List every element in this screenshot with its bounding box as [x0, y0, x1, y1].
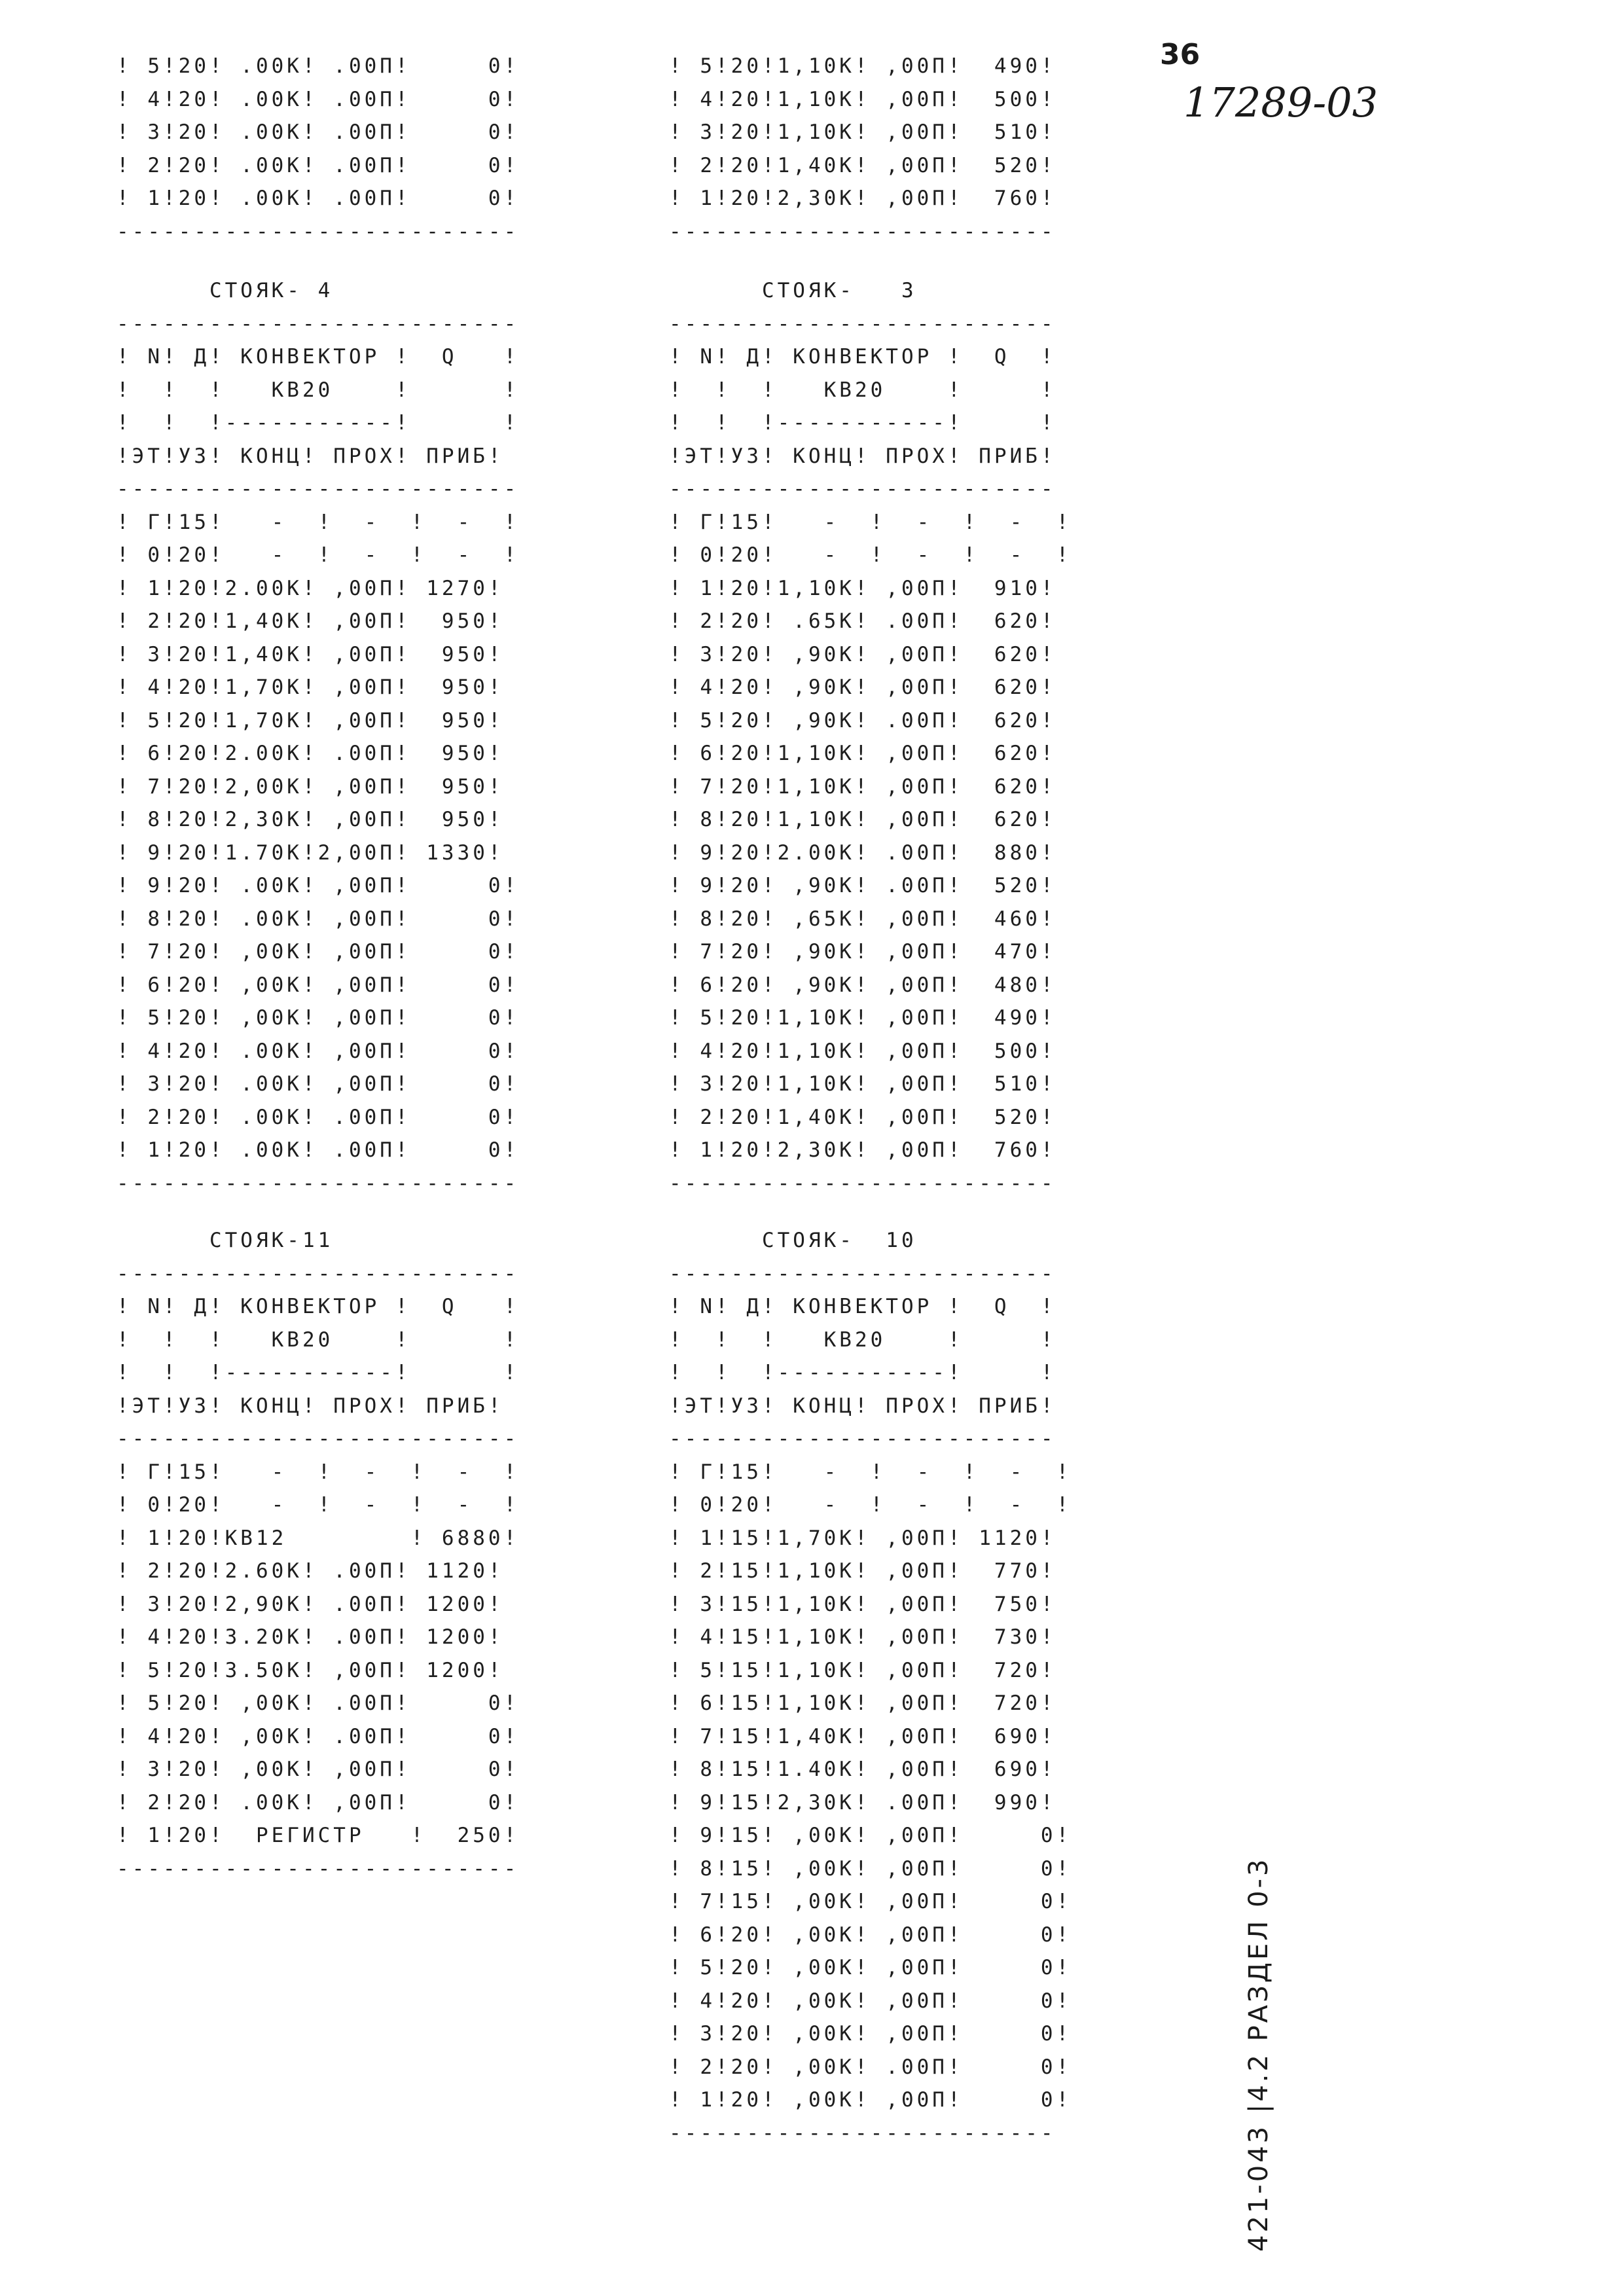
printout-line: ! 2!20!1,40К! ,00П! 520! [669, 153, 1056, 177]
printout-line: ! 5!20! ,90К! .00П! 620! [669, 708, 1056, 732]
rule-line: -------------------------- [117, 312, 520, 336]
printout-line: ! 3!20! ,90К! ,00П! 620! [669, 642, 1056, 666]
printout-line: ! 3!20!1,10К! ,00П! 510! [669, 1072, 1056, 1096]
printout-line: ! ! ! КВ20 ! ! [117, 1327, 520, 1352]
printout-line: ! N! Д! КОНВЕКТОР ! Q ! [117, 1295, 520, 1318]
printout-line: ! 2!20! ,00К! .00П! 0! [669, 2055, 1072, 2079]
printout-line: ! 7!20!1,10К! ,00П! 620! [669, 774, 1056, 799]
printout-line: ! 5!20!3.50К! ,00П! 1200! [117, 1658, 504, 1682]
printout-line: ! 3!20! ,00К! ,00П! 0! [669, 2022, 1072, 2046]
printout-line: ! Г!15! - ! - ! - ! [117, 1460, 520, 1484]
printout-line: ! 3!20!1,10К! ,00П! 510! [669, 120, 1056, 144]
printout-line: ! 0!20! - ! - ! - ! [117, 1493, 520, 1517]
printout-line: ! 6!20!1,10К! ,00П! 620! [669, 742, 1056, 765]
printout-line: ! 4!20!1,70К! ,00П! 950! [117, 676, 504, 699]
printout-line: ! 8!20! .00К! ,00П! 0! [117, 907, 520, 931]
printout-line: ! Г!15! - ! - ! - ! [669, 1460, 1072, 1484]
printout-block-top-left [117, 50, 519, 248]
printout-line: ! 3!20!1,40К! ,00П! 950! [117, 642, 504, 666]
printout-line: ! N! Д! КОНВЕКТОР ! Q ! [669, 345, 1056, 369]
printout-line: ! 6!20! ,00К! ,00П! 0! [117, 973, 520, 997]
printout-line: ! 3!20! ,00К! ,00П! 0! [117, 1758, 520, 1781]
printout-line: ! 9!15!2,30К! .00П! 990! [669, 1790, 1056, 1815]
printout-line: ! 2!20! .00К! ,00П! 0! [117, 1790, 520, 1815]
printout-line: ! 6!20! ,00К! ,00П! 0! [669, 1923, 1072, 1947]
printout-line: ! 7!20! ,00К! ,00П! 0! [117, 940, 520, 964]
printout-line: ! 4!15!1,10К! ,00П! 730! [669, 1625, 1056, 1649]
printout-line: !ЭТ!УЗ! КОНЦ! ПРОХ! ПРИБ! [669, 1394, 1056, 1418]
rule-line: -------------------------- [117, 219, 520, 244]
printout-line: ! 8!15! ,00К! ,00П! 0! [669, 1856, 1072, 1881]
rule-line: ------------------------- [669, 1261, 1056, 1286]
printout-line: ! 4!20!1,10К! ,00П! 500! [669, 87, 1056, 111]
printout-line: ! 8!15!1.40К! ,00П! 690! [669, 1758, 1056, 1781]
printout-line: ! ! !-----------! ! [669, 1361, 1056, 1384]
printout-line: СТОЯК- 4 [117, 279, 334, 302]
printout-line: ! 1!15!1,70К! ,00П! 1120! [669, 1526, 1056, 1550]
printout-line: ! 5!15!1,10К! ,00П! 720! [669, 1658, 1056, 1682]
printout-line: ! 1!20! ,00К! ,00П! 0! [669, 2088, 1072, 2112]
printout-line: ! 8!20!2,30К! ,00П! 950! [117, 808, 504, 831]
handwritten-code: 17289-03 [1183, 79, 1379, 126]
printout-line: ! 7!15!1,40К! ,00П! 690! [669, 1724, 1056, 1748]
rule-line: -------------------------- [117, 1261, 520, 1286]
printout-line: ! 1!20!2,30К! ,00П! 760! [669, 1138, 1056, 1162]
printout-block-stoyak-4 [117, 274, 519, 1200]
printout-line: ! 0!20! - ! - ! - ! [117, 543, 520, 567]
printout-line: ! 2!20!1,40К! ,00П! 950! [117, 609, 504, 633]
printout-line: ! 9!20!1.70К!2,00П! 1330! [117, 840, 504, 865]
printout-line: ! 1!20! .00К! .00П! 0! [117, 1138, 520, 1162]
rule-line: ------------------------- [669, 2121, 1056, 2145]
rule-line: -------------------------- [117, 1427, 520, 1451]
printout-line: ! 3!20!2,90К! .00П! 1200! [117, 1592, 504, 1616]
page-number: 36 [1160, 38, 1200, 71]
printout-line: !ЭТ!УЗ! КОНЦ! ПРОХ! ПРИБ! [669, 444, 1056, 468]
printout-block-stoyak-11 [117, 1224, 519, 1885]
printout-line: ! 4!20! ,00К! ,00П! 0! [669, 1989, 1072, 2013]
printout-line: ! 5!20!1,10К! ,00П! 490! [669, 1006, 1056, 1030]
printout-line: ! 6!20!2.00К! .00П! 950! [117, 742, 504, 765]
printout-line: ! ! ! КВ20 ! ! [669, 1327, 1056, 1352]
rule-line: -------------------------- [117, 1171, 520, 1195]
rule-line: ------------------------- [669, 477, 1056, 501]
printout-line: ! 8!20! ,65К! ,00П! 460! [669, 907, 1056, 931]
printout-line: ! 2!20! .65К! .00П! 620! [669, 609, 1056, 633]
printout-line: ! ! ! КВ20 ! ! [669, 378, 1056, 402]
rule-line: -------------------------- [117, 477, 520, 501]
printout-line: ! N! Д! КОНВЕКТОР ! Q ! [117, 345, 520, 369]
printout-line: ! Г!15! - ! - ! - ! [117, 510, 520, 534]
rule-line: ------------------------- [669, 1427, 1056, 1451]
printout-line: ! 4!20! .00К! ,00П! 0! [117, 1039, 520, 1063]
printout-line: !ЭТ!УЗ! КОНЦ! ПРОХ! ПРИБ! [117, 444, 504, 468]
printout-line: ! ! !-----------! ! [117, 411, 520, 435]
printout-line: ! 2!20! .00К! .00П! 0! [117, 153, 520, 177]
printout-line: ! 1!20!КВ12 ! 6880! [117, 1526, 520, 1550]
printout-line: ! 9!20! .00К! ,00П! 0! [117, 874, 520, 897]
printout-line: ! 7!20!2,00К! ,00П! 950! [117, 774, 504, 799]
printout-line: ! 2!20!1,40К! ,00П! 520! [669, 1105, 1056, 1129]
rule-line: ------------------------- [669, 219, 1056, 244]
printout-line: ! 4!20! ,90К! ,00П! 620! [669, 676, 1056, 699]
printout-line: ! 5!20! ,00К! ,00П! 0! [117, 1006, 520, 1030]
printout-line: ! 4!20!1,10К! ,00П! 500! [669, 1039, 1056, 1063]
printout-line: ! 9!15! ,00К! ,00П! 0! [669, 1824, 1072, 1847]
vertical-stamp: 421-043 |4.2 РАЗДЕЛ 0-3 [1244, 1856, 1274, 2252]
printout-line: ! N! Д! КОНВЕКТОР ! Q ! [669, 1295, 1056, 1318]
printout-line: ! 5!20!1,10К! ,00П! 490! [669, 54, 1056, 78]
rule-line: ------------------------- [669, 1171, 1056, 1195]
printout-line: ! 9!20! ,90К! .00П! 520! [669, 874, 1056, 897]
printout-line: ! 2!20! .00К! .00П! 0! [117, 1105, 520, 1129]
printout-line: ! 4!20! ,00К! .00П! 0! [117, 1724, 520, 1748]
printout-line: ! 4!20!3.20К! .00П! 1200! [117, 1625, 504, 1649]
printout-line: ! 1!20!1,10К! ,00П! 910! [669, 576, 1056, 600]
printout-line: ! 0!20! - ! - ! - ! [669, 1493, 1072, 1517]
printout-block-top-right [669, 50, 1056, 248]
printout-line: ! 1!20!2.00К! ,00П! 1270! [117, 576, 504, 600]
printout-block-stoyak-3 [669, 274, 1072, 1200]
printout-line: ! ! ! КВ20 ! ! [117, 378, 520, 402]
printout-line: ! 7!20! ,90К! ,00П! 470! [669, 940, 1056, 964]
printout-line: ! 1!20!2,30К! ,00П! 760! [669, 187, 1056, 210]
printout-line: !ЭТ!УЗ! КОНЦ! ПРОХ! ПРИБ! [117, 1394, 504, 1418]
printout-line: ! 5!20!1,70К! ,00П! 950! [117, 708, 504, 732]
rule-line: ------------------------- [669, 312, 1056, 336]
printout-line: ! 8!20!1,10К! ,00П! 620! [669, 808, 1056, 831]
printout-line: ! ! !-----------! ! [669, 411, 1056, 435]
printout-line: ! 3!20! .00К! .00П! 0! [117, 120, 520, 144]
printout-line: ! 1!20! РЕГИСТР ! 250! [117, 1824, 520, 1847]
printout-line: СТОЯК-11 [117, 1229, 334, 1252]
printout-line: ! 5!20! ,00К! .00П! 0! [117, 1691, 520, 1715]
printout-line: СТОЯК- 10 [669, 1229, 917, 1252]
printout-line: ! ! !-----------! ! [117, 1361, 520, 1384]
printout-line: ! 3!15!1,10К! ,00П! 750! [669, 1592, 1056, 1616]
rule-line: -------------------------- [117, 1856, 520, 1881]
printout-line: ! 6!15!1,10К! ,00П! 720! [669, 1691, 1056, 1715]
printout-line: ! 1!20! .00К! .00П! 0! [117, 187, 520, 210]
printout-line: СТОЯК- 3 [669, 279, 917, 302]
printout-line: ! 7!15! ,00К! ,00П! 0! [669, 1890, 1072, 1913]
printout-line: ! 5!20! .00К! .00П! 0! [117, 54, 520, 78]
printout-line: ! 0!20! - ! - ! - ! [669, 543, 1072, 567]
printout-line: ! Г!15! - ! - ! - ! [669, 510, 1072, 534]
printout-line: ! 6!20! ,90К! ,00П! 480! [669, 973, 1056, 997]
printout-block-stoyak-10 [669, 1224, 1072, 2150]
printout-line: ! 3!20! .00К! ,00П! 0! [117, 1072, 520, 1096]
printout-line: ! 5!20! ,00К! ,00П! 0! [669, 1956, 1072, 1979]
printout-line: ! 2!15!1,10К! ,00П! 770! [669, 1559, 1056, 1583]
printout-line: ! 2!20!2.60К! .00П! 1120! [117, 1559, 504, 1583]
printout-line: ! 9!20!2.00К! .00П! 880! [669, 840, 1056, 865]
printout-line: ! 4!20! .00К! .00П! 0! [117, 87, 520, 111]
